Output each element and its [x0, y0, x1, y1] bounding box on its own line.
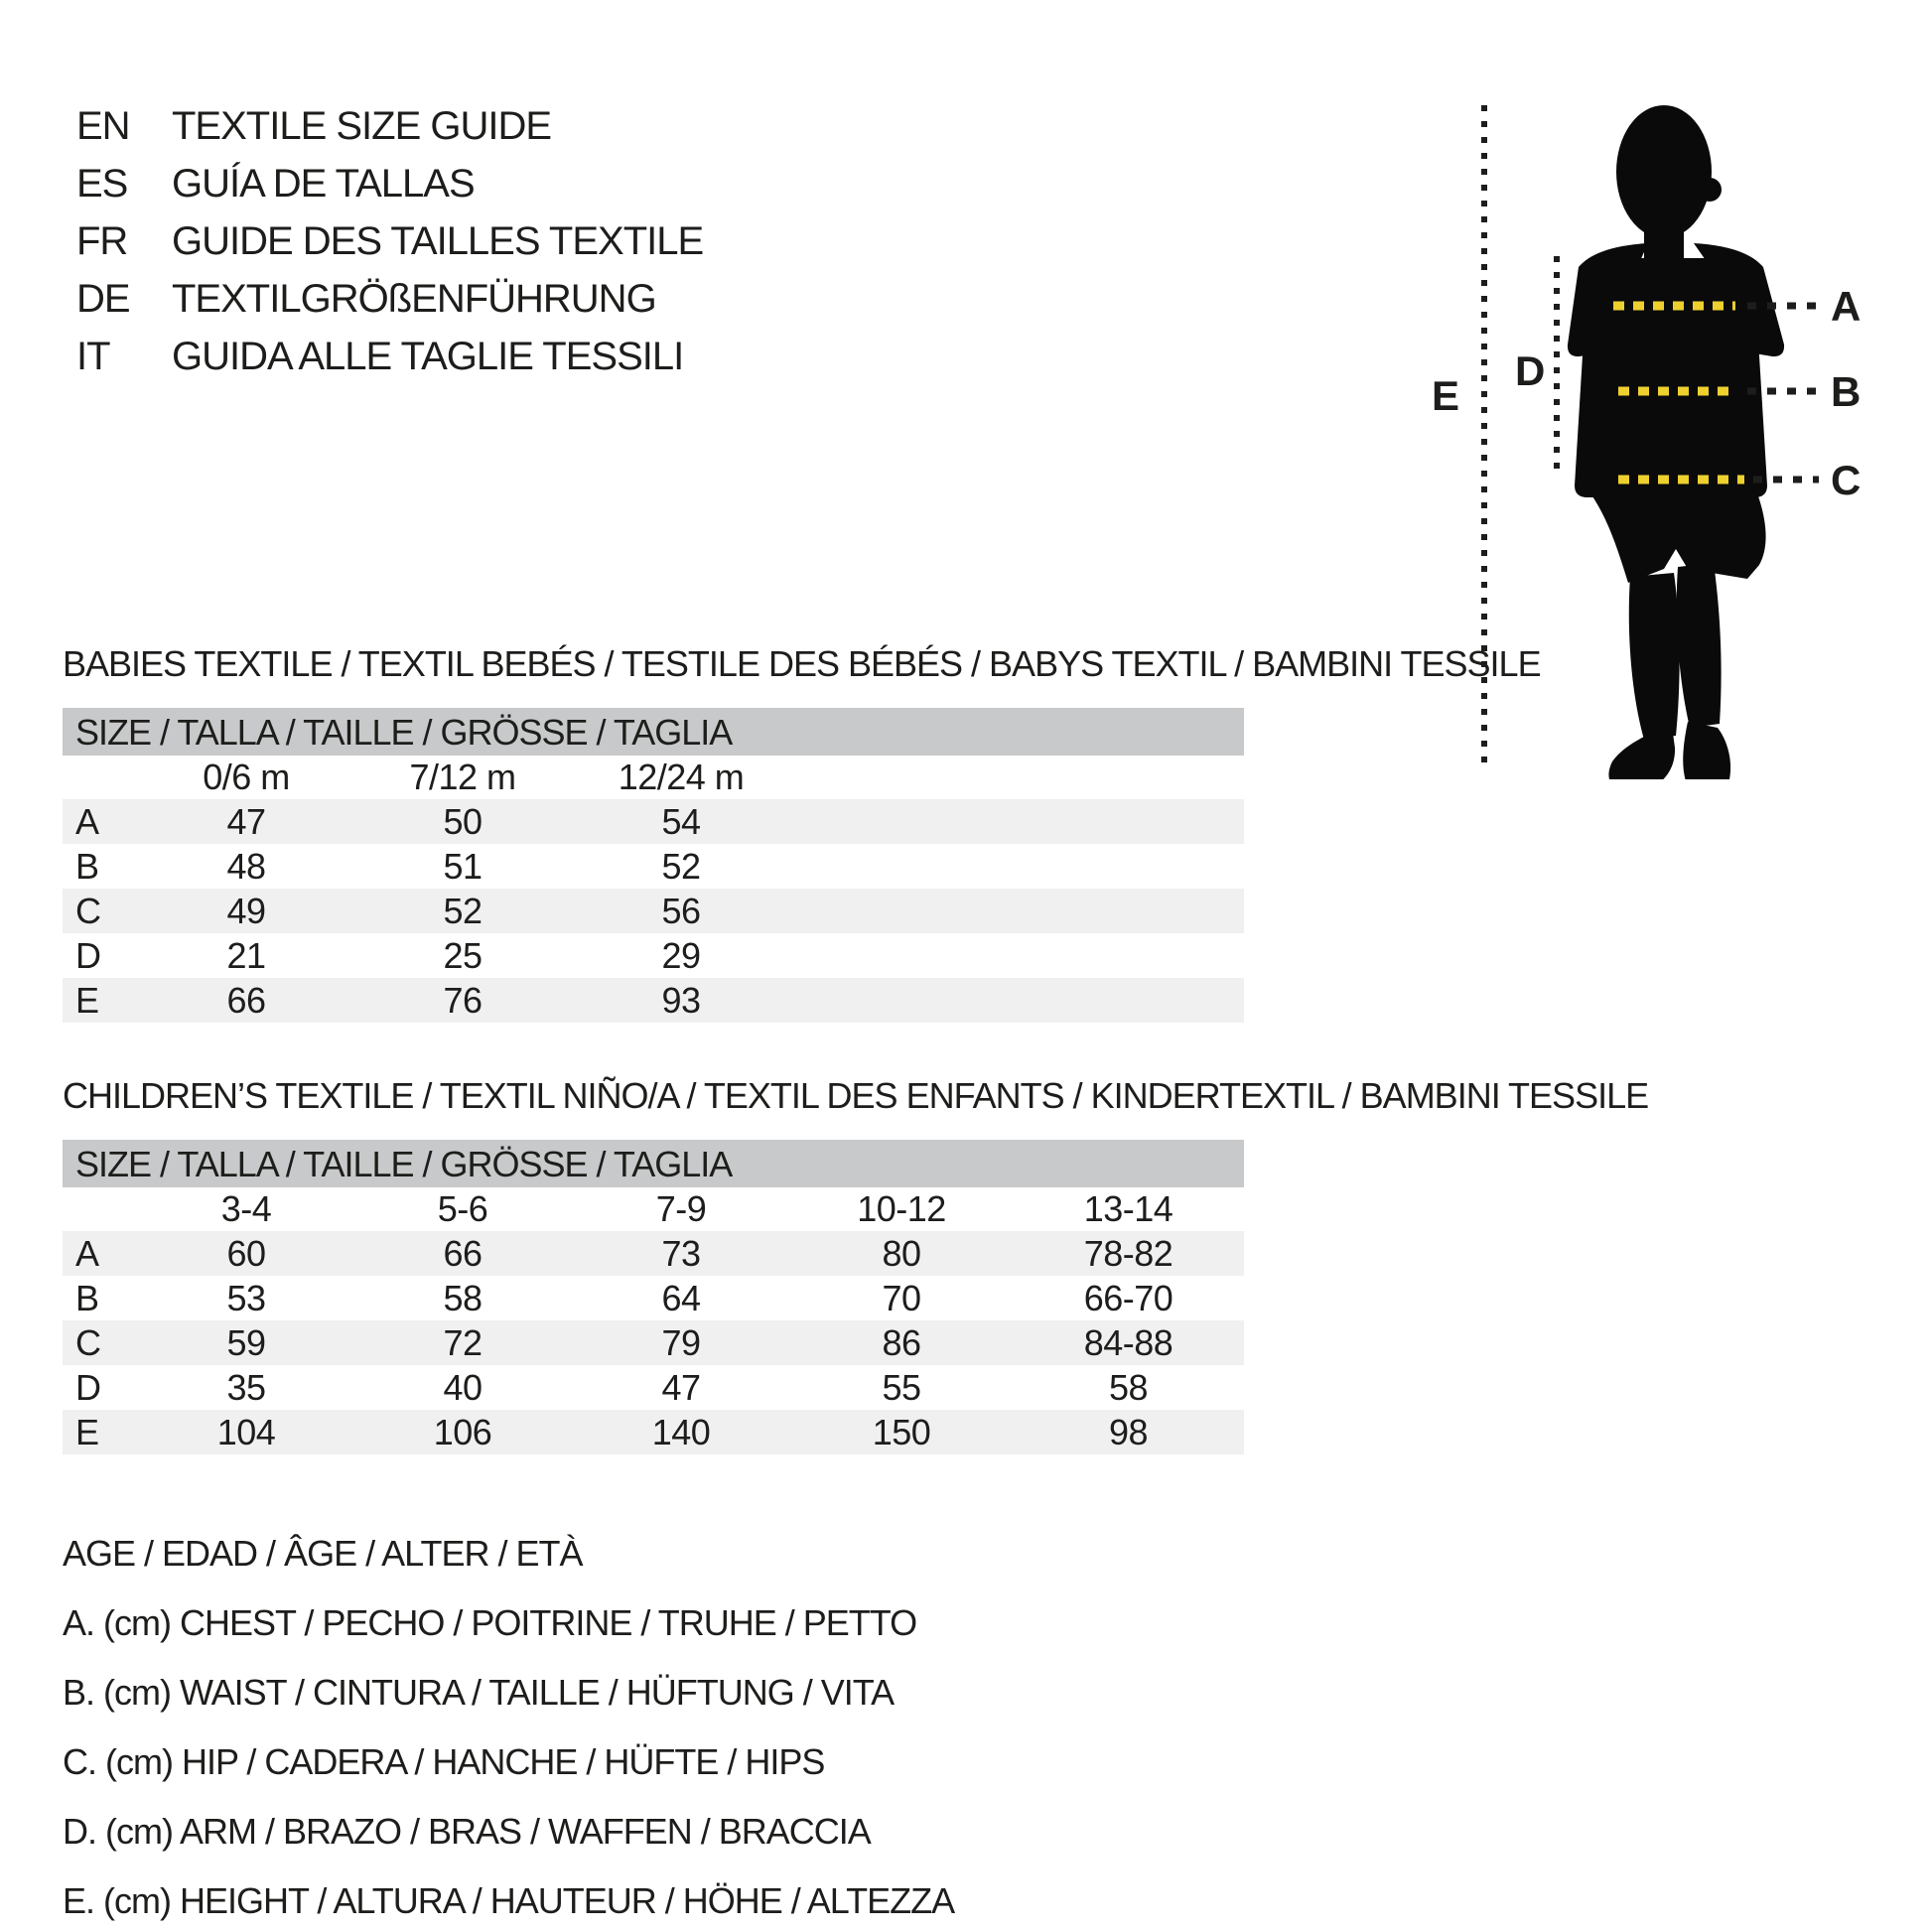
row-label: E — [75, 979, 99, 1021]
row-label: D — [75, 934, 101, 976]
lang-row-de — [76, 270, 703, 328]
table-cell: 47 — [226, 800, 266, 842]
table-row-C — [63, 1320, 1244, 1365]
measure-label-C: C — [1831, 457, 1862, 503]
column-header: 13-14 — [1083, 1188, 1173, 1229]
row-label: A — [75, 1232, 99, 1274]
legend-height-line: E. (cm) HEIGHT / ALTURA / HAUTEUR / HÖHE / ALTEZZA — [63, 1880, 955, 1921]
column-header: 7-9 — [655, 1188, 707, 1229]
table-cell: 52 — [443, 890, 483, 931]
babies-section-heading: BABIES TEXTILE / TEXTIL BEBÉS / TESTILE DES BÉBÉS / BABYS TEXTIL / BAMBINI TESSILE — [63, 643, 1541, 684]
table-cell: 25 — [443, 934, 483, 976]
measure-label-B: B — [1831, 368, 1862, 415]
lang-title: TEXTILE SIZE GUIDE — [172, 104, 552, 148]
lang-title: TEXTILGRÖßENFÜHRUNG — [172, 277, 656, 321]
language-title-block — [76, 97, 703, 385]
legend-chest-line: A. (cm) CHEST / PECHO / POITRINE / TRUHE / PETTO — [63, 1602, 917, 1643]
table-cell: 66 — [443, 1232, 483, 1274]
table-cell: 59 — [226, 1321, 266, 1363]
table-cell: 78-82 — [1083, 1232, 1173, 1274]
table-cell: 66 — [226, 979, 266, 1021]
lang-row-it — [76, 328, 703, 385]
table-row-E — [63, 978, 1244, 1023]
table-cell: 58 — [443, 1277, 483, 1318]
table-row-B — [63, 844, 1244, 889]
table-row-E — [63, 1410, 1244, 1454]
table-row-A — [63, 799, 1244, 844]
lang-code: DE — [76, 277, 130, 321]
child-silhouette-icon — [1568, 105, 1784, 779]
table-cell: 140 — [651, 1411, 711, 1452]
measurement-legend — [63, 1519, 954, 1932]
babies-size-header-band: SIZE / TALLA / TAILLE / GRÖSSE / TAGLIA — [63, 708, 1244, 756]
lang-row-en — [76, 97, 703, 155]
column-header: 12/24 m — [618, 757, 745, 797]
table-row-D — [63, 1365, 1244, 1410]
row-label: B — [75, 845, 99, 887]
row-label: B — [75, 1277, 99, 1318]
table-cell: 53 — [226, 1277, 266, 1318]
babies-column-header-row — [63, 756, 1244, 799]
table-cell: 52 — [661, 845, 701, 887]
measure-label-D: D — [1515, 347, 1546, 394]
row-label: A — [75, 800, 99, 842]
table-cell: 55 — [882, 1366, 921, 1408]
lang-code: EN — [76, 104, 130, 148]
table-cell: 35 — [226, 1366, 266, 1408]
row-label: E — [75, 1411, 99, 1452]
children-section-heading: CHILDREN’S TEXTILE / TEXTIL NIÑO/A / TEXTIL DES ENFANTS / KINDERTEXTIL / BAMBINI TESSILE — [63, 1075, 1649, 1116]
table-cell: 150 — [872, 1411, 931, 1452]
table-cell: 73 — [661, 1232, 701, 1274]
column-header: 5-6 — [437, 1188, 488, 1229]
legend-arm-line: D. (cm) ARM / BRAZO / BRAS / WAFFEN / BRACCIA — [63, 1811, 871, 1852]
lang-title: GUIDA ALLE TAGLIE TESSILI — [172, 335, 684, 378]
table-cell: 86 — [882, 1321, 921, 1363]
table-cell: 106 — [433, 1411, 492, 1452]
table-row-B — [63, 1276, 1244, 1320]
lang-code: ES — [76, 162, 128, 206]
row-label: D — [75, 1366, 101, 1408]
table-cell: 47 — [661, 1366, 701, 1408]
measure-label-E: E — [1432, 372, 1460, 419]
table-cell: 76 — [443, 979, 483, 1021]
table-row-D — [63, 933, 1244, 978]
lang-row-es — [76, 155, 703, 212]
lang-title: GUÍA DE TALLAS — [172, 162, 475, 206]
table-cell: 40 — [443, 1366, 483, 1408]
column-header: 3-4 — [220, 1188, 272, 1229]
legend-age-line: AGE / EDAD / ÂGE / ALTER / ETÀ — [63, 1533, 583, 1574]
lang-code: FR — [76, 219, 128, 263]
row-label: C — [75, 1321, 101, 1363]
table-cell: 29 — [661, 934, 701, 976]
lang-title: GUIDE DES TAILLES TEXTILE — [172, 219, 704, 263]
table-cell: 98 — [1108, 1411, 1149, 1452]
column-header: 10-12 — [857, 1188, 946, 1229]
table-cell: 48 — [226, 845, 266, 887]
table-cell: 84-88 — [1083, 1321, 1173, 1363]
table-cell: 79 — [661, 1321, 701, 1363]
table-cell: 58 — [1108, 1366, 1149, 1408]
table-row-A — [63, 1231, 1244, 1276]
legend-waist-line: B. (cm) WAIST / CINTURA / TAILLE / HÜFTUNG / VITA — [63, 1672, 895, 1713]
table-row-C — [63, 889, 1244, 933]
lang-code: IT — [76, 335, 110, 378]
table-cell: 50 — [443, 800, 483, 842]
table-cell: 51 — [443, 845, 483, 887]
column-header: 0/6 m — [203, 757, 290, 797]
measure-label-A: A — [1831, 283, 1862, 330]
table-cell: 49 — [226, 890, 266, 931]
table-cell: 70 — [882, 1277, 921, 1318]
lang-row-fr — [76, 212, 703, 270]
children-column-header-row — [63, 1187, 1244, 1231]
table-cell: 54 — [661, 800, 701, 842]
legend-hip-line: C. (cm) HIP / CADERA / HANCHE / HÜFTE / HIPS — [63, 1741, 825, 1782]
table-cell: 66-70 — [1083, 1277, 1173, 1318]
babies-size-table — [63, 708, 1244, 1023]
children-size-table — [63, 1140, 1244, 1454]
column-header: 7/12 m — [409, 757, 516, 797]
table-cell: 72 — [443, 1321, 483, 1363]
table-cell: 56 — [661, 890, 701, 931]
table-cell: 93 — [661, 979, 701, 1021]
table-cell: 104 — [216, 1411, 276, 1452]
table-cell: 60 — [226, 1232, 266, 1274]
table-cell: 21 — [226, 934, 266, 976]
table-cell: 64 — [661, 1277, 701, 1318]
children-size-header-band: SIZE / TALLA / TAILLE / GRÖSSE / TAGLIA — [63, 1140, 1244, 1187]
row-label: C — [75, 890, 101, 931]
table-cell: 80 — [882, 1232, 921, 1274]
